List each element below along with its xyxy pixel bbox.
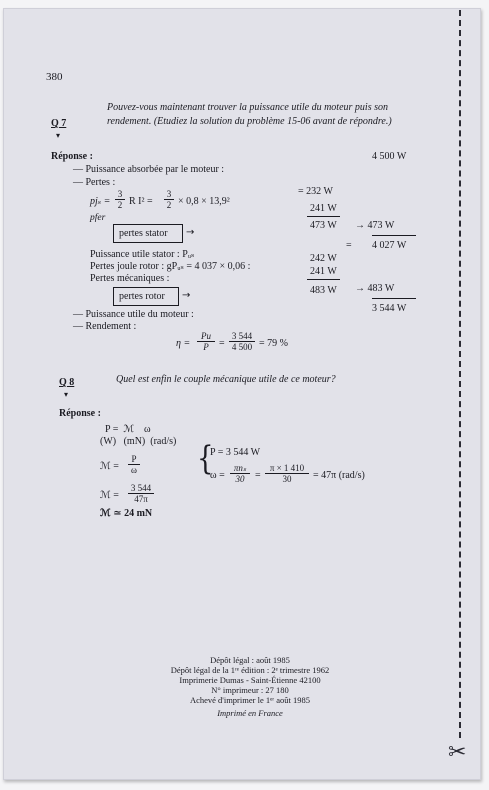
pjs-fraction1 [115, 189, 125, 210]
value-483: 483 W [310, 285, 337, 296]
sum-rule-1 [307, 216, 340, 217]
pertes-mecaniques: Pertes mécaniques : [90, 273, 170, 284]
arrow-right-icon: → [182, 290, 191, 301]
m2-fraction [128, 483, 154, 504]
eta-lhs: η = [176, 338, 191, 349]
left-brace: { [197, 440, 214, 478]
pjs-frac1-den: 2 [115, 199, 125, 210]
pertes-stator-label: pertes stator [119, 228, 168, 239]
pjs-frac2-num: 3 [166, 189, 172, 199]
value-242: 242 W [310, 253, 337, 264]
arrow-right-icon: → [186, 227, 195, 238]
colophon-line5: Achevé d'imprimer le 1ᵉʳ août 1985 [189, 695, 311, 705]
omega-frac2-den: 30 [265, 473, 309, 484]
equals-sign: = [346, 240, 352, 251]
m1-den: ω [128, 464, 140, 475]
torque-units: (W) (mN) (rad/s) [100, 436, 177, 447]
colophon-line6: Imprimé en France [217, 708, 283, 718]
q7-total: 4 500 W [372, 151, 407, 162]
m-result: ℳ ≃ 24 mN [100, 508, 153, 519]
q7-label: Q 7 [51, 118, 67, 129]
m1-num: P [131, 454, 137, 464]
eta-result: = 79 % [259, 338, 288, 349]
result-483: → 483 W [355, 283, 395, 294]
puissance-absorbee: — Puissance absorbée par le moteur : [73, 164, 225, 175]
cut-line [459, 10, 461, 738]
eta-fraction2 [229, 331, 255, 352]
result-3544: 3 544 W [372, 303, 407, 314]
sum-rule-3 [307, 279, 340, 280]
pfer-label: pfer [90, 213, 106, 223]
value-241b: 241 W [310, 266, 337, 277]
q8-label: Q 8 [59, 377, 75, 388]
colophon-line2: Dépôt légal de la 1ʳᵉ édition : 2ᵉ trimestre 1962 [170, 665, 330, 675]
omega-fraction2 [265, 463, 309, 484]
m1-lhs: ℳ = [100, 461, 119, 472]
pjs-rest: × 0,8 × 13,9² [178, 196, 230, 207]
colophon-line1: Dépôt légal : août 1985 [210, 655, 290, 665]
omega-result: = 47π (rad/s) [313, 470, 365, 481]
eta-fraction1 [197, 331, 215, 352]
sum-rule-2 [372, 235, 416, 236]
eta-frac1-den: P [197, 341, 215, 352]
pjs-frac1-num: 3 [117, 189, 123, 199]
omega-frac2-num: π × 1 410 [269, 463, 305, 473]
value-241a: 241 W [310, 203, 337, 214]
q8-marker-icon: ▾ [64, 390, 69, 399]
torque-formula: P = ℳ ω [105, 424, 151, 435]
q8-question: Quel est enfin le couple mécanique utile de ce moteur? [116, 374, 336, 385]
eta-equals: = [219, 338, 225, 349]
colophon-line3: Imprimerie Dumas - Saint-Étienne 42100 [179, 675, 321, 685]
pjs-frac2-den: 2 [164, 199, 174, 210]
colophon-line4: N° imprimeur : 27 180 [211, 685, 289, 695]
scissors-icon: ✂ [448, 740, 467, 765]
p-value: P = 3 544 W [210, 447, 261, 458]
m2-den: 47π [128, 493, 154, 504]
pjs-lhs: pjₛ = [90, 196, 111, 207]
colophon [150, 655, 350, 718]
pertes-joule-rotor: Pertes joule rotor : gPᵤₛ = 4 037 × 0,06 : [90, 261, 251, 272]
sum-rule-4 [372, 298, 416, 299]
puissance-utile-stator: Puissance utile stator : Pᵤₛ [90, 249, 195, 260]
omega-fraction1 [230, 463, 250, 484]
value-473: 473 W [310, 220, 337, 231]
eta-frac2-num: 3 544 [231, 331, 253, 341]
pjs-mid: R I² = [129, 196, 153, 207]
puissance-utile-moteur: — Puissance utile du moteur : [73, 309, 194, 320]
q7-reponse: Réponse : [51, 151, 93, 162]
pjs-fraction2 [164, 189, 174, 210]
pertes-rotor-label: pertes rotor [119, 291, 165, 302]
pertes-label: — Pertes : [73, 177, 116, 188]
m1-fraction [128, 454, 140, 475]
omega-equals: = [255, 470, 261, 481]
eta-frac2-den: 4 500 [229, 341, 255, 352]
omega-lhs: ω = [210, 470, 225, 481]
m2-num: 3 544 [130, 483, 152, 493]
rendement-label: — Rendement : [73, 321, 137, 332]
q7-marker-icon: ▾ [56, 131, 61, 140]
eta-frac1-num: Pu [201, 331, 211, 341]
result-473: → 473 W [355, 220, 395, 231]
q8-reponse: Réponse : [59, 408, 101, 419]
value-232: = 232 W [298, 186, 333, 197]
q7-question-line1: Pouvez-vous maintenant trouver la puissance utile du moteur puis son [107, 102, 388, 113]
result-4027: 4 027 W [372, 240, 407, 251]
m2-lhs: ℳ = [100, 490, 119, 501]
page-number: 380 [46, 71, 63, 83]
omega-frac1-den: 30 [230, 473, 250, 484]
q7-question-line2: rendement. (Etudiez la solution du problème 15-06 avant de répondre.) [107, 116, 392, 127]
omega-frac1-num: πnₛ [233, 463, 247, 473]
